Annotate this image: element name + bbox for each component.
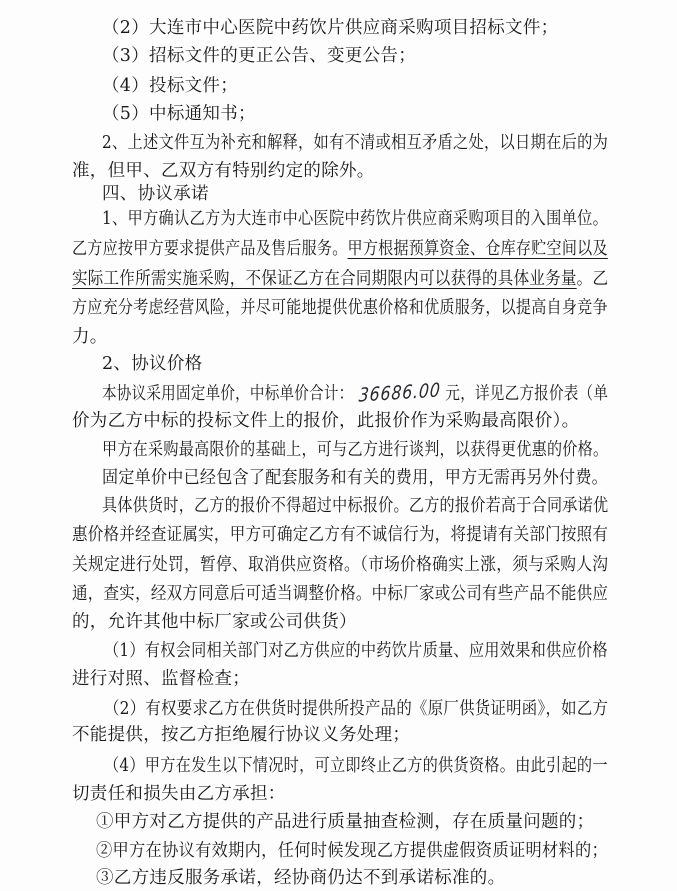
right-2-line-2: 不能提供，按乙方拒绝履行协议义务处理； [72, 725, 411, 745]
right-4-line-1: （4）甲方在发生以下情况时，可立即终止乙方的供货资格。由此引起的一 [104, 756, 608, 776]
commitment-1-line-1: 1、甲方确认乙方为大连市中心医院中药饮片供应商采购项目的入围单位。 [102, 209, 609, 229]
commitment-1-line-2 [72, 238, 608, 260]
right-1-line-2: 进行对照、监督检查； [72, 669, 250, 689]
right-1-line-1: （1）有权会同相关部门对乙方供应的中药饮片质量、应用效果和供应价格 [104, 641, 608, 661]
commitment-1-text: 乙方应按甲方要求提供产品及售后服务。 [72, 239, 348, 259]
section-heading-price: 2、协议价格 [102, 354, 203, 374]
clause-2-line-1: 2、上述文件互为补充和解释，如有不清或相互矛盾之处，以日期在后的为 [102, 133, 609, 153]
price-line-6: 惠价格并经查证属实，甲方可确定乙方有不诚信行为，将提请有关部门按照有 [72, 525, 609, 545]
commitment-1-text-continued: 。乙 [576, 269, 609, 289]
price-line-1 [102, 379, 609, 407]
price-line-5: 具体供货时，乙方的报价不得超过中标报价。乙方的报价若高于合同承诺优 [102, 496, 609, 516]
price-line-8: 通，查实，经双方同意后可适当调整价格。中标厂家或公司有些产品不能供应 [72, 584, 609, 604]
price-line-7: 关规定进行处罚，暂停、取消供应资格。（市场价格确实上涨，须与采购人沟 [72, 555, 609, 575]
handwritten-amount: 36686.00 [357, 379, 442, 407]
commitment-1-line-5: 力。 [72, 327, 108, 347]
termination-case-1: ①甲方对乙方提供的产品进行质量抽查检测，存在质量问题的； [96, 812, 595, 832]
list-item-bid-amendments: （3）招标文件的更正公告、变更公告； [102, 46, 417, 66]
commitment-1-line-4: 方应充分考虑经营风险，并尽可能地提供优惠价格和优质服务，以提高自身竞争 [72, 298, 608, 318]
price-line-2: 价为乙方中标的投标文件上的报价，此报价作为采购最高限价）。 [72, 411, 580, 431]
right-2-line-1: （2）有权要求乙方在供货时提供所投产品的《原厂供货证明函》，如乙方 [104, 699, 609, 719]
price-prefix: 本协议采用固定单价，中标单价合计： [102, 384, 354, 404]
underlined-clause-continued: 实际工作所需实施采购，不保证乙方在合同期限内可以获得的具体业务量 [72, 269, 577, 289]
termination-case-2: ②甲方在协议有效期内，任何时候发现乙方提供虚假资质证明材料的； [96, 841, 609, 861]
section-heading-commitments: 四、协议承诺 [102, 184, 209, 204]
commitment-1-line-3 [72, 268, 608, 290]
underlined-clause: 甲方根据预算资金、仓库存贮空间以及 [347, 239, 608, 259]
price-line-4: 固定单价中已经包含了配套服务和有关的费用，甲方无需再另外付费。 [102, 468, 609, 488]
termination-case-3: ③乙方违反服务承诺，经协商仍达不到承诺标准的。 [96, 868, 506, 888]
right-4-line-2: 切责任和损失由乙方承担： [72, 784, 286, 804]
price-suffix: 元，详见乙方报价表（单 [445, 384, 609, 404]
list-item-bid-document: （2）大连市中心医院中药饮片供应商采购项目招标文件； [102, 18, 559, 38]
clause-2-line-2: 准，但甲、乙双方有特别约定的除外。 [72, 161, 375, 181]
price-line-9: 的，允许其他中标厂家或公司供货） [72, 612, 357, 632]
list-item-tender-document: （4）投标文件； [102, 76, 239, 96]
list-item-award-notice: （5）中标通知书； [102, 104, 256, 124]
price-line-3: 甲方在采购最高限价的基础上，可与乙方进行谈判，以获得更优惠的价格。 [102, 440, 609, 460]
